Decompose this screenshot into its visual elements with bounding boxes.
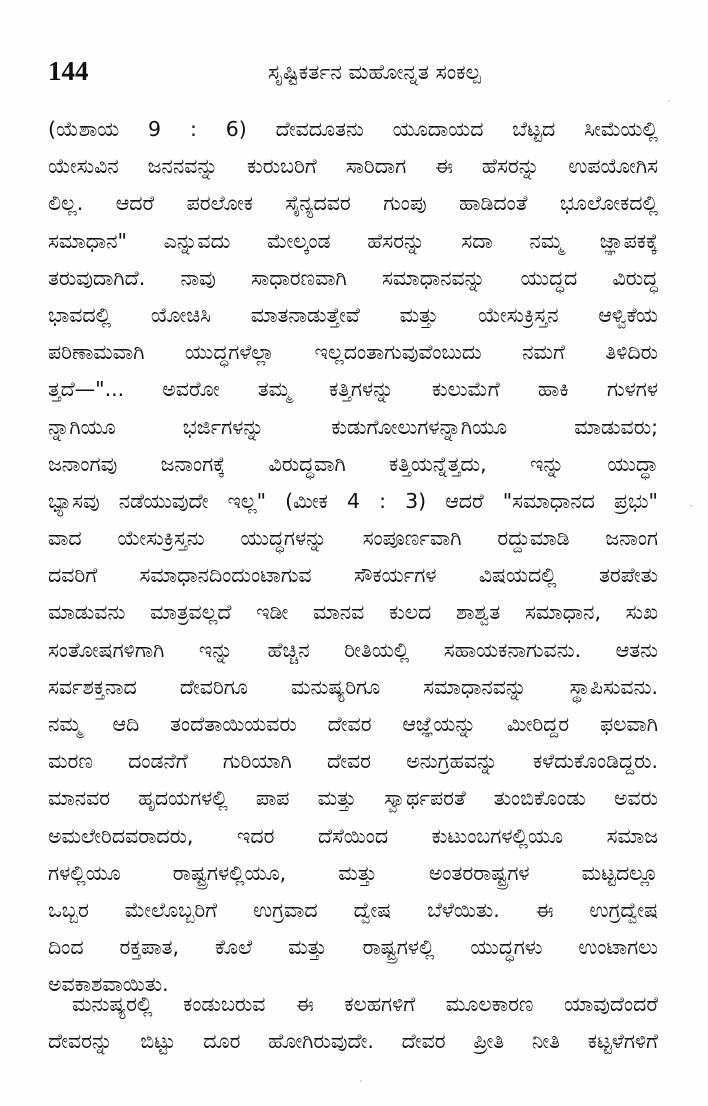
text-line: ಯೇಸುವಿನ ಜನನವನ್ನು ಕುರುಬರಿಗೆ ಸಾರಿದಾಗ ಈ ಹೆಸರನ್ನು ಉಪಯೋಗಿಸ — [48, 154, 658, 179]
text-line: ಮರಣ ದಂಡನೆಗೆ ಗುರಿಯಾಗಿ ದೇವರ ಅನುಗ್ರಹವನ್ನು ಕಳೆದುಕೊಂಡಿದ್ದರು. — [48, 749, 658, 774]
text-line: (ಯೆಶಾಯ 9 : 6) ದೇವದೂತನು ಯೂದಾಯದ ಬೆಟ್ಟದ ಸೀಮೆಯಲ್ಲಿ — [48, 117, 658, 141]
text-line: ತ್ತದೆ—"... ಅವರೋ ತಮ್ಮ ಕತ್ತಿಗಳನ್ನು ಕುಲುಮೆಗೆ ಹಾಕಿ ಗುಳಗಳ — [48, 377, 658, 402]
text-line: ಒಬ್ಬರ ಮೇಲೊಬ್ಬರಿಗೆ ಉಗ್ರವಾದ ದ್ವೇಷ ಬೆಳೆಯಿತು. ಈ ಉಗ್ರದ್ವೇಷ — [48, 897, 658, 922]
text-line: ದಿಂದ ರಕ್ತಪಾತ, ಕೊಲೆ ಮತ್ತು ರಾಷ್ಟ್ರಗಳಲ್ಲಿ ಯುದ್ಧಗಳು ಉಂಟಾಗಲು — [48, 935, 658, 960]
text-line: ಅವಕಾಶವಾಯಿತು. — [48, 972, 169, 997]
text-line: ಭ್ಯಾಸವು ನಡೆಯುವುದೇ ಇಲ್ಲ" (ಮೀಕ 4 : 3) ಆದರೆ "ಸಮಾಧಾನದ ಪ್ರಭು" — [48, 488, 658, 513]
text-line: ನ್ನಾಗಿಯೂ ಭರ್ಜಿಗಳನ್ನು ಕುಡುಗೋಲುಗಳನ್ನಾಗಿಯೂ ಮಾಡುವರು; — [48, 414, 658, 439]
scan-speck — [360, 1080, 362, 1082]
paragraph-1 — [48, 111, 658, 1004]
text-line: ಅಮಲೇರಿದವರಾದರು, ಇದರ ದೆಸೆಯಿಂದ ಕುಟುಂಬಗಳಲ್ಲಿಯೂ ಸಮಾಜ — [48, 823, 658, 848]
text-line: ಮನುಷ್ಯರಲ್ಲಿ ಕಂಡುಬರುವ ಈ ಕಲಹಗಳಿಗೆ ಮೂಲಕಾರಣ ಯಾವುದೆಂದರೆ — [72, 992, 658, 1016]
text-line: ಮಾನವರ ಹೃದಯಗಳಲ್ಲಿ ಪಾಪ ಮತ್ತು ಸ್ವಾರ್ಥಪರತೆ ತುಂಬಿಕೊಂಡು ಅವರು — [48, 786, 658, 811]
scan-speck — [690, 505, 692, 507]
text-line: ಜನಾಂಗವು ಜನಾಂಗಕ್ಕೆ ವಿರುದ್ಧವಾಗಿ ಕತ್ತಿಯನ್ನೆತ್ತದು, ಇನ್ನು ಯುದ್ಧಾ — [48, 451, 658, 476]
text-line: ಲಿಲ್ಲ. ಆದರೆ ಪರಲೋಕ ಸೈನ್ಯದವರ ಗುಂಪು ಹಾಡಿದಂತೆ ಭೂಲೋಕದಲ್ಲಿ — [48, 191, 658, 216]
running-header — [48, 54, 658, 88]
paragraph-2 — [48, 986, 658, 1060]
text-line: ಭಾವದಲ್ಲಿ ಯೋಚಿಸಿ ಮಾತನಾಡುತ್ತೇವೆ ಮತ್ತು ಯೇಸುಕ್ರಿಸ್ತನ ಆಳ್ವಿಕೆಯ — [48, 302, 658, 327]
text-line: ದವರಿಗೆ ಸಮಾಧಾನದಿಂದುಂಟಾಗುವ ಸೌಕರ್ಯಗಳ ವಿಷಯದಲ್ಲಿ ತರಪೇತು — [48, 563, 658, 588]
text-line: ದೇವರನ್ನು ಬಿಟ್ಟು ದೂರ ಹೋಗಿರುವುದೇ. ದೇವರ ಪ್ರೀತಿ ನೀತಿ ಕಟ್ಟಳೆಗಳಿಗೆ — [48, 1029, 658, 1054]
page-number: 144 — [48, 56, 89, 86]
text-line: ಪರಿಣಾಮವಾಗಿ ಯುದ್ಧಗಳೆಲ್ಲಾ ಇಲ್ಲದಂತಾಗುವುವೆಂಬುದು ನಮಗೆ ತಿಳಿದಿರು — [48, 340, 658, 365]
text-line: ಗಳಲ್ಲಿಯೂ ರಾಷ್ಟ್ರಗಳಲ್ಲಿಯೂ, ಮತ್ತು ಅಂತರರಾಷ್ಟ್ರಗಳ ಮಟ್ಟದಲ್ಲೂ — [48, 860, 658, 885]
text-line: ಮಾಡುವನು ಮಾತ್ರವಲ್ಲದೆ ಇಡೀ ಮಾನವ ಕುಲದ ಶಾಶ್ವತ ಸಮಾಧಾನ, ಸುಖ — [48, 600, 658, 625]
running-title: ಸೃಷ್ಟಿಕರ್ತನ ಮಹೋನ್ನತ ಸಂಕಲ್ಪ — [268, 60, 481, 84]
text-line: ನಮ್ಮ ಆದಿ ತಂದೆತಾಯಿಯವರು ದೇವರ ಆಜ್ಞೆಯನ್ನು ಮೀರಿದ್ದರ ಫಲವಾಗಿ — [48, 712, 658, 736]
text-line: ಸರ್ವಶಕ್ತನಾದ ದೇವರಿಗೂ ಮನುಷ್ಯರಿಗೂ ಸಮಾಧಾನವನ್ನು ಸ್ಥಾಪಿಸುವನು. — [48, 674, 658, 699]
text-line: ಸಮಾಧಾನ" ಎನ್ನುವದು ಮೇಲ್ಕಂಡ ಹೆಸರನ್ನು ಸದಾ ನಮ್ಮ ಜ್ಞಾಪಕಕ್ಕೆ — [48, 228, 658, 253]
scan-speck — [668, 100, 670, 102]
text-line: ಸಂತೋಷಗಳಿಗಾಗಿ ಇನ್ನು ಹೆಚ್ಚಿನ ರೀತಿಯಲ್ಲಿ ಸಹಾಯಕನಾಗುವನು. ಆತನು — [48, 637, 658, 662]
text-line: ತರುವುದಾಗಿದೆ. ನಾವು ಸಾಧಾರಣವಾಗಿ ಸಮಾಧಾನವನ್ನು ಯುದ್ಧದ ವಿರುದ್ಧ — [48, 265, 658, 290]
text-line: ವಾದ ಯೇಸುಕ್ರಿಸ್ತನು ಯುದ್ಧಗಳನ್ನು ಸಂಪೂರ್ಣವಾಗಿ ರದ್ದುಮಾಡಿ ಜನಾಂಗ — [48, 526, 658, 551]
